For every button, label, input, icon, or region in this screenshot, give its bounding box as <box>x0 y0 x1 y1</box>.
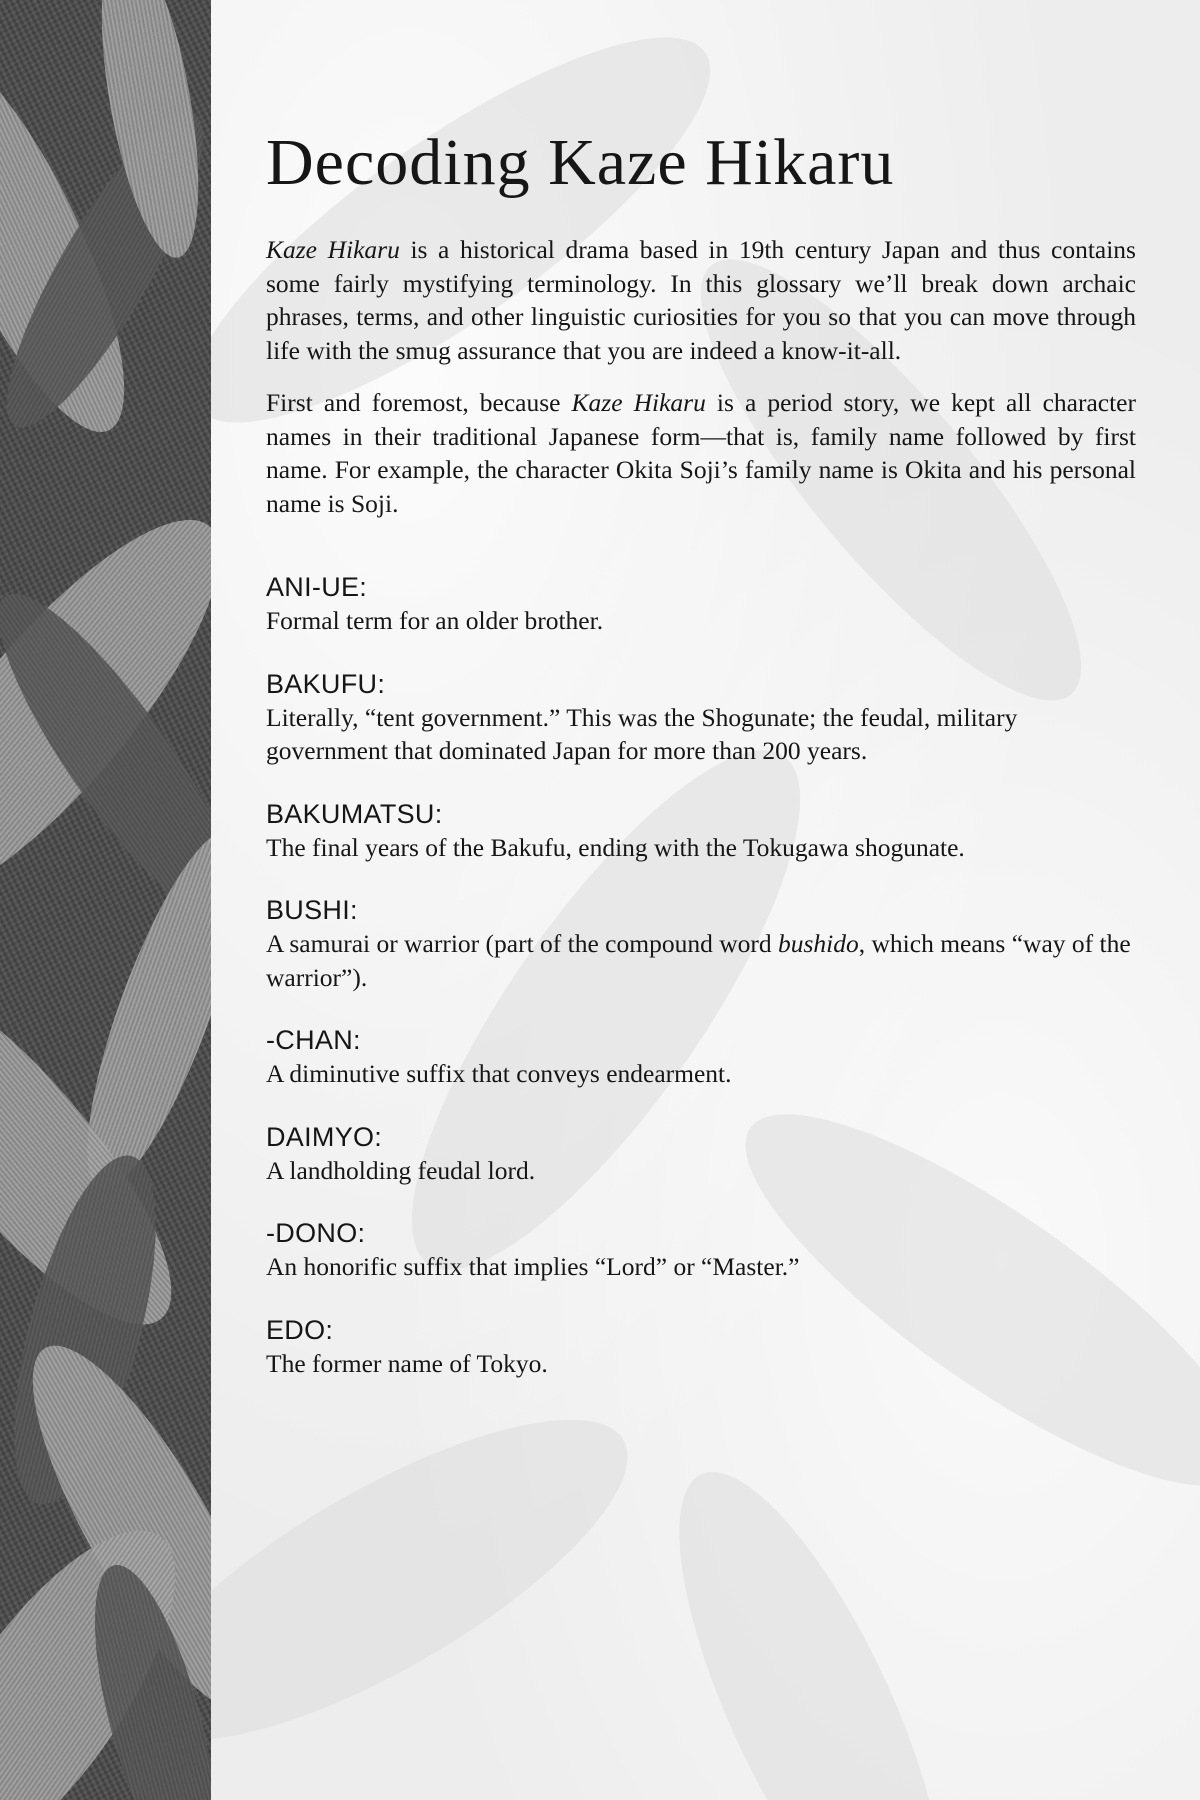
intro-title-emphasis: Kaze Hikaru <box>266 235 400 264</box>
definition-emphasis: bushido <box>777 929 859 958</box>
intro-text: is a historical drama based in 19th century Japan and thus contains some fairly mystifying terminology. In this glossary we’ll break down archaic phrases, terms, and other linguistic curiosities for you so that you can move through life with the smug assurance that you are indeed a know-it-all. <box>266 235 1136 365</box>
glossary-entry-dono <box>266 1216 1136 1284</box>
intro-paragraph-1 <box>266 233 1136 367</box>
intro-title-emphasis: Kaze Hikaru <box>571 388 706 417</box>
glossary-definition <box>266 927 1136 994</box>
glossary-term: -CHAN: <box>266 1025 361 1055</box>
page-title: Decoding Kaze Hikaru <box>266 126 895 199</box>
glossary-definition: The former name of Tokyo. <box>266 1348 548 1378</box>
definition-post-text: , which means “way of the warrior”). <box>266 929 1131 992</box>
glossary-entry-chan <box>266 1023 1136 1091</box>
glossary-entry-ani-ue <box>266 570 1136 638</box>
glossary-term: ANI-UE: <box>266 572 368 602</box>
glossary-entry-bakufu <box>266 667 1136 768</box>
intro-text: is a period story, we kept all character names in their traditional Japanese form—that is, family name followed by first name. For example, the character Okita Soji’s family name is Okita and his personal name is Soji. <box>266 388 1136 518</box>
intro-pre-text: First and foremost, because <box>266 388 572 417</box>
glossary-definition: A landholding feudal lord. <box>266 1155 536 1185</box>
glossary-definition: Formal term for an older brother. <box>266 606 604 635</box>
glossary-definition: The final years of the Bakufu, ending with the Tokugawa shogunate. <box>266 832 965 862</box>
glossary-definition: An honorific suffix that implies “Lord” or “Master.” <box>266 1252 800 1281</box>
definition-pre-text: A samurai or warrior (part of the compound word <box>266 929 778 958</box>
glossary-definition: Literally, “tent government.” This was the Shogunate; the feudal, military government that dominated Japan for more than 200 years. <box>266 702 1018 765</box>
glossary-term: BAKUFU: <box>266 668 386 699</box>
glossary-term: EDO: <box>266 1314 334 1345</box>
glossary-term: BAKUMATSU: <box>266 798 443 829</box>
glossary-list <box>266 570 1136 1380</box>
glossary-page <box>211 0 1200 1800</box>
glossary-content <box>266 124 1136 1409</box>
intro-paragraph-2 <box>266 386 1136 520</box>
glossary-term: DAIMYO: <box>266 1121 383 1152</box>
glossary-definition: A diminutive suffix that conveys endearment. <box>266 1059 732 1088</box>
glossary-entry-bakumatsu <box>266 797 1136 865</box>
glossary-entry-bushi <box>266 893 1136 994</box>
glossary-term: -DONO: <box>266 1218 366 1248</box>
glossary-entry-edo <box>266 1313 1136 1381</box>
decorative-fabric-border <box>0 0 211 1800</box>
glossary-entry-daimyo <box>266 1120 1136 1188</box>
glossary-term: BUSHI: <box>266 895 358 925</box>
